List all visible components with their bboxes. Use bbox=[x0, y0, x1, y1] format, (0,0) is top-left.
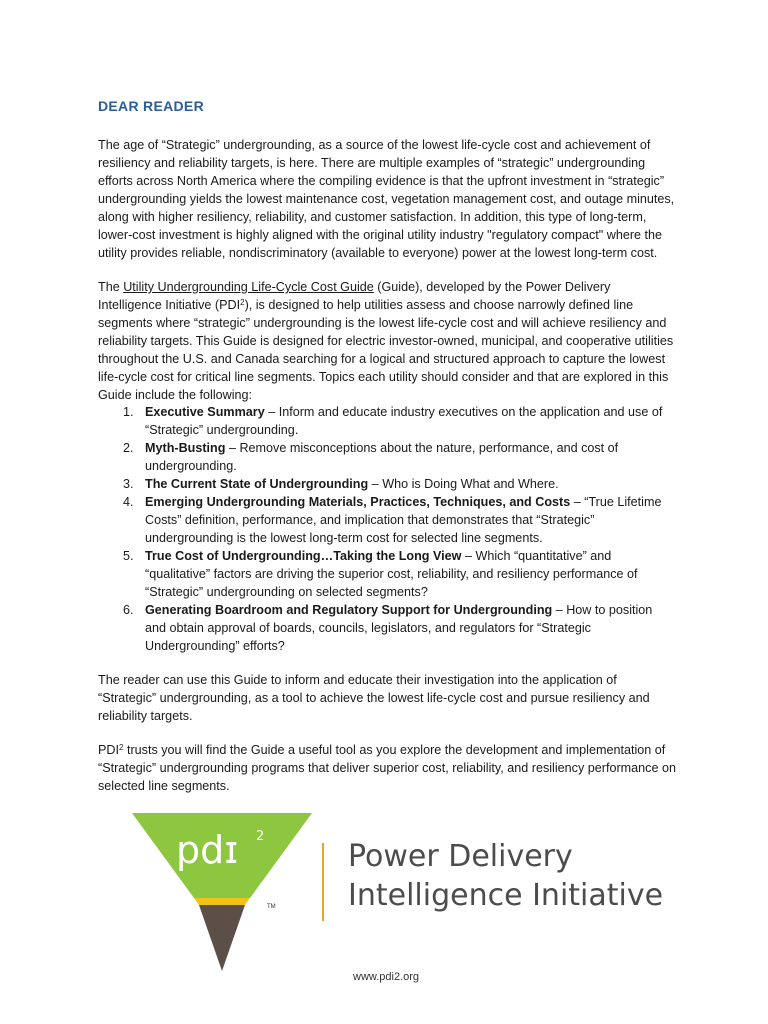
guide-prefix: The bbox=[98, 280, 124, 294]
list-item bbox=[98, 475, 676, 493]
guide-title-link[interactable]: Utility Undergrounding Life-Cycle Cost Guide bbox=[123, 280, 374, 294]
list-number: 3. bbox=[123, 477, 134, 491]
topic-title: The Current State of Undergrounding bbox=[145, 477, 369, 491]
brand-name-line1: Power Delivery bbox=[348, 839, 573, 874]
topic-desc: – Remove misconceptions about the nature, performance, and cost of undergrounding. bbox=[145, 441, 619, 473]
list-item bbox=[98, 547, 676, 601]
triangle-logo-icon bbox=[120, 785, 320, 985]
brand-name-line2: Intelligence Initiative bbox=[348, 878, 664, 913]
logo-yellow-band bbox=[194, 898, 250, 905]
list-number: 1. bbox=[123, 405, 134, 419]
topic-desc: – How to position and obtain approval of boards, councils, legislators, and regulators for “Strategic Undergrounding” efforts? bbox=[145, 603, 653, 653]
list-item bbox=[98, 403, 676, 439]
topic-title: Emerging Undergrounding Materials, Practices, Techniques, and Costs bbox=[145, 495, 571, 509]
pdi2-logo bbox=[120, 785, 680, 1015]
reader-paragraph: The reader can use this Guide to inform and educate their investigation into the application of “Strategic” undergrounding, as a tool to achieve the lowest life-cycle cost and pursue resiliency and reliability targets. bbox=[98, 673, 650, 723]
topic-title: Executive Summary bbox=[145, 405, 265, 419]
closing-superscript: 2 bbox=[119, 743, 124, 752]
list-item bbox=[98, 439, 676, 475]
guide-middle: (Guide), developed by the Power Delivery Intelligence Initiative (PDI bbox=[98, 280, 611, 312]
topic-desc: – “True Lifetime Costs” definition, performance, and implication that demonstrates that “Strategic” undergrounding is the lowest long-term cost for selected line segments. bbox=[145, 495, 662, 545]
topics-list bbox=[98, 403, 676, 655]
logo-tm: TM bbox=[267, 904, 276, 910]
guide-rest: ), is designed to help utilities assess and choose narrowly defined line segments where “strategic” undergrounding is the lowest life-cycle cost and will achieve resiliency and reliability targets. This Guide is designed for electric investor-owned, municipal, and cooperative utilities throughout the U.S. and Canada searching for a logical and structured approach to capture the lowest life-cycle cost for critical line segments. Topics each utility should consider and that are explored in this Guide include the following: bbox=[98, 298, 674, 402]
topic-title: Generating Boardroom and Regulatory Support for Undergrounding bbox=[145, 603, 553, 617]
guide-superscript: 2 bbox=[240, 298, 245, 307]
topic-desc: – Which “quantitative” and “qualitative” factors are driving the superior cost, reliability, and resiliency performance of “Strategic” undergrounding on selected segments? bbox=[145, 549, 638, 599]
list-number: 2. bbox=[123, 441, 134, 455]
list-number: 5. bbox=[123, 549, 134, 563]
closing-text: trusts you will find the Guide a useful tool as you explore the development and implementation of “Strategic” undergrounding programs that deliver superior cost, reliability, and resiliency performance on selected line segments. bbox=[98, 743, 676, 793]
list-number: 6. bbox=[123, 603, 134, 617]
page-title: DEAR READER bbox=[98, 98, 204, 114]
list-item bbox=[98, 601, 676, 655]
topic-desc: – Inform and educate industry executives on the application and use of “Strategic” undergrounding. bbox=[145, 405, 663, 437]
list-item bbox=[98, 493, 676, 547]
guide-paragraph bbox=[98, 278, 676, 404]
topic-title: Myth-Busting bbox=[145, 441, 226, 455]
topic-title: True Cost of Undergrounding…Taking the Long View bbox=[145, 549, 462, 563]
logo-mark-superscript: 2 bbox=[256, 829, 265, 844]
logo-brown-band bbox=[199, 905, 245, 971]
topic-desc: – Who is Doing What and Where. bbox=[368, 477, 559, 491]
closing-lead: PDI bbox=[98, 743, 119, 757]
logo-divider bbox=[322, 843, 324, 921]
list-number: 4. bbox=[123, 495, 134, 509]
logo-mark-text: pdɪ bbox=[176, 828, 239, 872]
website-link[interactable]: www.pdi2.org bbox=[353, 971, 420, 983]
intro-paragraph: The age of “Strategic” undergrounding, as a source of the lowest life-cycle cost and achievement of resiliency and reliability targets, is here. There are multiple examples of “strategic” undergrounding efforts across North America where the compiling evidence is that the upfront investment in “strategic” undergrounding yields the lowest maintenance cost, vegetation management cost, and outage minutes, along with higher resiliency, reliability, and customer satisfaction. In addition, this type of long-term, lower-cost investment is highly aligned with the original utility industry "regulatory compact" where the utility provides reliable, nondiscriminatory (available to everyone) power at the lowest long-term cost. bbox=[98, 138, 675, 260]
